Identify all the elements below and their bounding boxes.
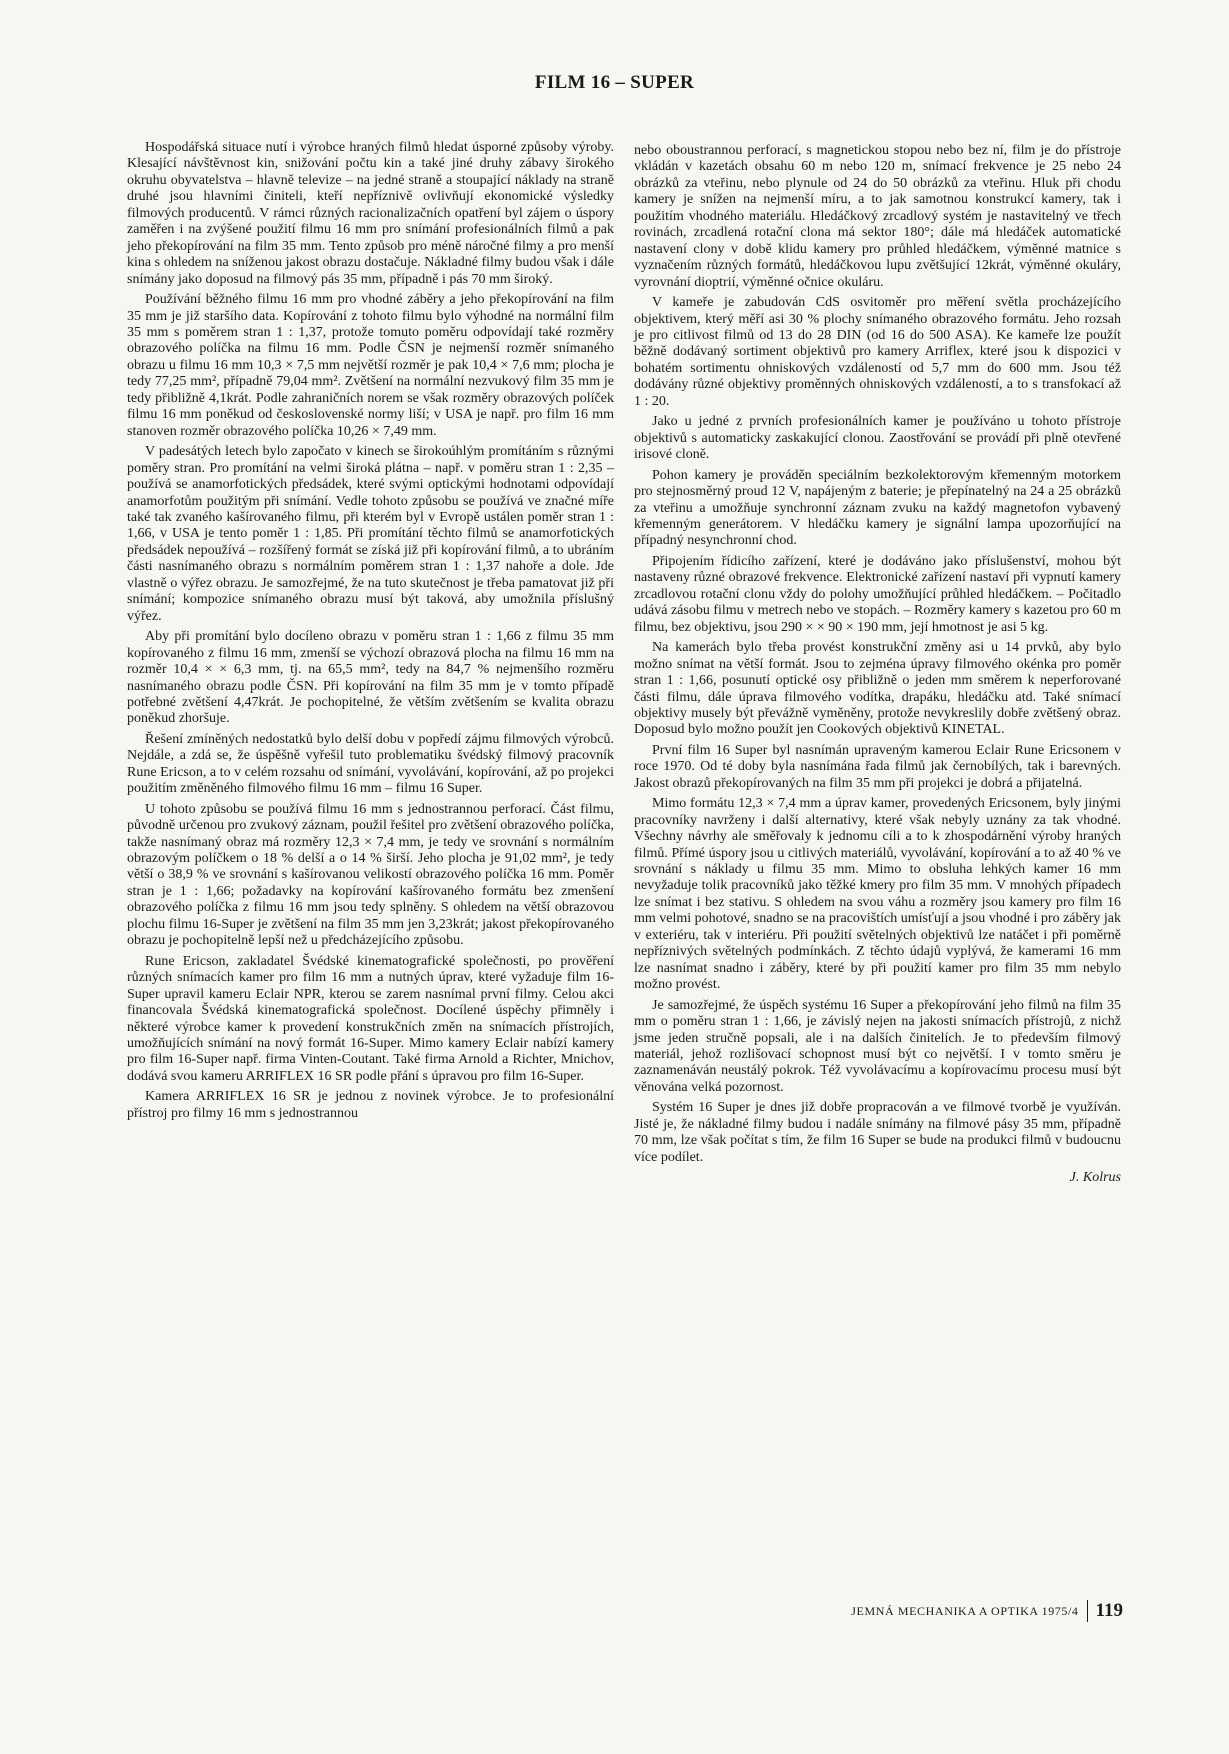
paragraph: Je samozřejmé, že úspěch systému 16 Super a překopírování jeho filmů na film 35 mm o poměru stran 1 : 1,66, je závislý nejen na jakosti snímacích přístrojů, z nichž jsme jeden stručně popsali, ale i na dalších činitelích. Je to především filmový materiál, jehož rozlišovací schopnost musí být co největší. I v tomto směru je zaznamenáván neustálý pokrok. Též vyvolávacímu a kopírovacímu procesu musí být věnována velká pozornost.: [634, 997, 1121, 1095]
paragraph: Připojením řídicího zařízení, které je dodáváno jako příslušenství, mohou být nastaveny různé obrazové frekvence. Elektronické zařízení nastaví při vypnutí kamery zrcadlovou rotační clonu vždy do polohy umožňující průhled hledáčkem. – Počitadlo udává zásobu filmu v metrech nebo ve stopách. – Rozměry kamery s kazetou pro 60 m filmu, bez objektivu, jsou 290 × × 90 × 190 mm, její hmotnost je asi 5 kg.: [634, 553, 1121, 635]
right-column: [634, 143, 1121, 1187]
page-number: 119: [1095, 1600, 1123, 1621]
author-signature: J. Kolrus: [1069, 1170, 1121, 1186]
paragraph: Používání běžného filmu 16 mm pro vhodné záběry a jeho překopírování na film 35 mm je již staršího data. Kopírování z tohoto filmu bylo výhodné na normální film 35 mm s poměrem stran 1 : 1,37, protože tomuto poměru odpovídají také rozměry obrazového políčka na filmu 16 mm. Podle ČSN je nejmenší rozměr snímaného obrazu u filmu 16 mm 10,3 × 7,5 mm největší rozměr je pak 10,4 × 7,6 mm; plocha je tedy 77,25 mm², případně 79,04 mm². Zvětšení na normální nezvukový film 35 mm je tedy přibližně 4,1krát. Podle zahraničních norem se však rozměry obrazových políček filmu 16 mm poněkud od československé normy liší; v USA je např. pro film 16 mm stanoven rozměr obrazového políčka 10,26 × 7,49 mm.: [127, 292, 614, 439]
paragraph: V kameře je zabudován CdS osvitoměr pro měření světla procházejícího objektivem, který měří asi 30 % plochy snímaného obrazového formátu. Jeho rozsah je pro citlivost filmů od 13 do 28 DIN (od 16 do 500 ASA). Ke kameře lze použít běžně dodávaný sortiment objektivů pro kamery Arriflex, které jsou k dispozici v bohatém sortimentu ohniskových vzdáleností od 5,7 mm do 600 mm. Jsou též dodávány různé objektivy proměnných ohniskových vzdáleností, a to s transfokací až 1 : 20.: [634, 295, 1121, 409]
paragraph: Jako u jedné z prvních profesionálních kamer je používáno u tohoto přístroje objektivů s automaticky zaskakující clonou. Zaostřování se provádí při plně otevřené irisové cloně.: [634, 414, 1121, 463]
paragraph: Hospodářská situace nutí i výrobce hraných filmů hledat úsporné způsoby výroby. Klesající návštěvnost kin, snižování počtu kin a také jiné druhy zábavy širokého okruhu obyvatelstva – hlavně televize – na jedné straně a stoupající náklady na straně druhé jsou hlavními činiteli, kteří nepříznivě ovlivňují ekonomické výsledky filmových producentů. V rámci různých racionalizačních opatření byl zájem o úspory zaměřen i na zvýšené použití filmu 16 mm pro snímání profesionálních filmů a pak jeho překopírování na film 35 mm. Tento způsob pro méně náročné filmy a pro menší kina s ohledem na sníženou jakost obrazu dostačuje. Nákladné filmy budou však i dále snímány jako doposud na filmový pás 35 mm, případně i pás 70 mm široký.: [127, 140, 614, 287]
paragraph: V padesátých letech bylo započato v kinech se širokoúhlým promítáním s různými poměry stran. Pro promítání na velmi široká plátna – např. v poměru stran 1 : 2,35 – používá se anamorfotických předsádek, které svými optickými hodnotami odpovídají anamorfotům použitým při snímání. Vedle tohoto způsobu se používá ve značné míře také tak zvaného kašírovaného filmu, při kterém byl v Evropě ustálen poměr stran 1 : 1,66, v USA je tento poměr 1 : 1,85. Při promítání těchto filmů se anamorfotických předsádek nepoužívá – rozšířený formát se získá již při kopírování filmů, a to ubráním části nasnímaného obrazu s normálním poměrem stran 1 : 1,37 nahoře a dole. Jde vlastně o výřez obrazu. Je samozřejmé, že na tuto skutečnost je třeba pamatovat již při snímání; kompozice snímaného obrazu musí být taková, aby umožnila příslušný výřez.: [127, 444, 614, 624]
paragraph: Pohon kamery je prováděn speciálním bezkolektorovým křemenným motorkem pro stejnosměrný proud 12 V, napájeným z baterie; je přepínatelný na 24 a 25 obrázků za vteřinu a umožňuje synchronní záznam zvuku na každý magnetofon vybavený křemenným generátorem. V hledáčku kamery je signální lampa upozorňující na případný nesynchronní chod.: [634, 467, 1121, 549]
paragraph: Rune Ericson, zakladatel Švédské kinematografické společnosti, po prověření různých snímacích kamer pro film 16 mm a nutných úprav, které vyžaduje film 16-Super upravil kameru Eclair NPR, kterou se zarem nasnímal první filmy. Celou akci financovala Švédská kinematografická společnost. Docílené úspěchy přimněly i některé výrobce kamer k provedení konstrukčních změn na snímacích přístrojích, umožňujících snímání na nový formát 16-Super. Mimo kamery Eclair nabízí kamery pro film 16-Super např. firma Vinten-Coutant. Také firma Arnold a Richter, Mnichov, dodává svou kameru ARRIFLEX 16 SR podle přání s úpravou pro film 16-Super.: [127, 953, 614, 1084]
paragraph: První film 16 Super byl nasnímán upraveným kamerou Eclair Rune Ericsonem v roce 1970. Od té doby byla nasnímána řada filmů jak černobílých, tak i barevných. Jakost obrazů překopírovaných na film 35 mm při projekci je dobrá a přijatelná.: [634, 742, 1121, 791]
paragraph: Na kamerách bylo třeba provést konstrukční změny asi u 14 prvků, aby bylo možno snímat na větší formát. Jsou to zejména úpravy filmového okénka pro poměr stran 1 : 1,66, posunutí optické osy přibližně o jeden mm směrem k neperforované části filmu, dále úprava filmového vodítka, drapáku, hledáčku atd. Také snímací objektivy musely být převážně vyměněny, protože nevykreslily dobře zvětšený obraz. Doposud bylo možno použít jen Cookových objektivů KINETAL.: [634, 640, 1121, 738]
journal-name: JEMNÁ MECHANIKA A OPTIKA 1975/4: [851, 1603, 1079, 1618]
paragraph: Systém 16 Super je dnes již dobře propracován a ve filmové tvorbě je využíván. Jisté je, že nákladné filmy budou i nadále snímány na filmové pásy 35 mm, případně 70 mm, lze však počítat s tím, že film 16 Super se bude na produkci filmů v budoucnu více podílet.: [634, 1100, 1121, 1165]
paragraph: U tohoto způsobu se používá filmu 16 mm s jednostrannou perforací. Část filmu, původně určenou pro zvukový záznam, použil řešitel pro zvětšení obrazového políčka, takže nasnímaný obraz má rozměry 12,3 × 7,4 mm, je tedy ve srovnání s normálním obrazovým políčkem o 18 % delší a o 14 % širší. Jeho plocha je 91,02 mm², je tedy větší o 38,9 % ve srovnání s kašírovanou velikostí obrazového políčka 16 mm. Poměr stran je 1 : 1,66; požadavky na kopírování kašírovaného formátu bez zmenšení obrazového políčka z filmu 16 mm jsou tedy splněny. S ohledem na větší obrazovou plochu filmu 16-Super je zvětšení na film 35 mm jen 3,23krát; jakost překopírovaného obrazu je pochopitelně lepší než u předcházejícího způsobu.: [127, 801, 614, 949]
paragraph: Řešení zmíněných nedostatků bylo delší dobu v popředí zájmu filmových výrobců. Nejdále, a zdá se, že úspěšně vyřešil tuto problematiku švédský filmový pracovník Rune Ericson, a to v celém rozsahu od snímání, vyvolávání, kopírování, až po projekci použitím změněného filmového filmu 16 mm – filmu 16 Super.: [127, 731, 614, 797]
left-column: [127, 140, 614, 1126]
article-title: FILM 16 – SUPER: [534, 72, 695, 93]
paragraph: Kamera ARRIFLEX 16 SR je jednou z novinek výrobce. Je to profesionální přístroj pro filmy 16 mm s jednostrannou: [127, 1089, 614, 1121]
paragraph: nebo oboustrannou perforací, s magnetickou stopou nebo bez ní, film je do přístroje vkládán v kazetách obsahu 60 m nebo 120 m, snímací frekvence je 25 nebo 24 obrázků za vteřinu, nebo plynule od 24 do 50 obrázků za vteřinu. Hluk při chodu kamery je snížen na nejmenší míru, a to jak samotnou konstrukcí kamery, tak i použitím vhodného materiálu. Hledáčkový zrcadlový systém je nastavitelný ve třech rovinách, zrcadlená rotační clona má sektor 180°; dále má hledáček automatické nastavení clony v době klidu kamery pro průhled hledáčkem, výměnné matnice s vyznačením různých formátů, hledáčkovou lupu zvětšující 12krát, výměnné okuláry, vyrovnání dioptrií, výměnné očnice okuláru.: [634, 143, 1121, 290]
paragraph: Mimo formátu 12,3 × 7,4 mm a úprav kamer, provedených Ericsonem, byly jinými pracovníky navrženy i další alternativy, které však nebyly uznány za tak vhodné. Všechny návrhy ale směřovaly k jednomu cíli a to k zhospodárnění výroby hraných filmů. Přímé úspory jsou u citlivých materiálů, vyvolávání, kopírování a to až 40 % ve srovnání s náklady u filmu 35 mm. Mimo to obsluha lehkých kamer 16 mm nevyžaduje tolik pracovníků jako těžké kmery pro film 35 mm. V mnohých případech lze snímat i bez stativu. S ohledem na svou váhu a rozměry jsou kamery pro film 16 mm velmi pohotové, snadno se na pracovištích umísťují a jsou vhodné i pro záběry jak v exteriéru, tak v interiéru. Při použití světelných objektivů lze natáčet i při poměrně nepříznivých světelných podmínkách. Z těchto údajů vyplývá, že kamerami 16 mm lze nasnímat snadno i záběry, které by při použití kamer pro film 35 mm nebylo možno provést.: [634, 796, 1121, 993]
paragraph: Aby při promítání bylo docíleno obrazu v poměru stran 1 : 1,66 z filmu 35 mm kopírovaného z filmu 16 mm, zmenší se výchozí obrazová plocha na filmu 16 mm na rozměr 10,4 × × 6,3 mm, tj. na 65,5 mm², tedy na 84,7 % nejmenšího rozměru nasnímaného obrazu podle ČSN. Při kopírování na film 35 mm je v tomto případě potřebné zvětšení 4,47krát. Je pochopitelné, že větším zvětšením se kvalita obrazu poněkud zhoršuje.: [127, 629, 614, 727]
footer-divider: [1087, 1600, 1088, 1622]
page-footer: [851, 1600, 1123, 1622]
